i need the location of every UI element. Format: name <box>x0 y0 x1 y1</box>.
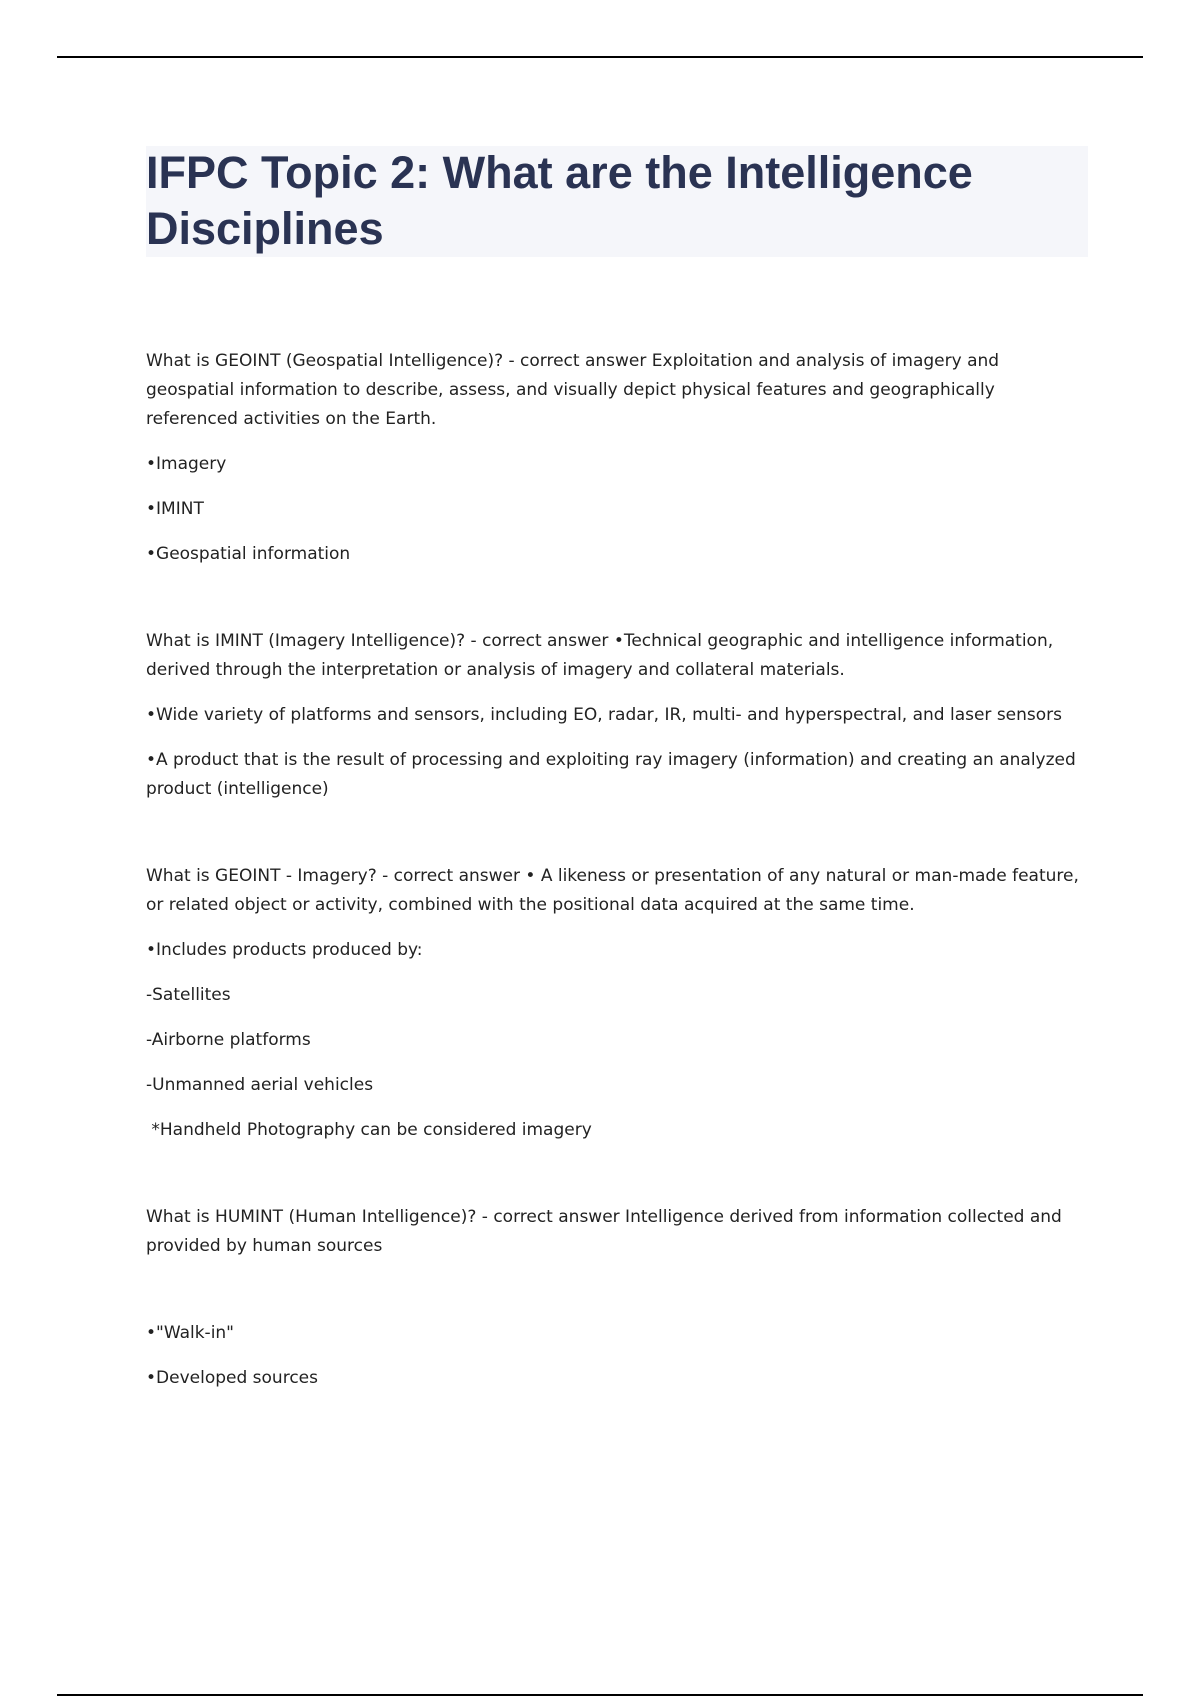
list-item: •A product that is the result of processing and exploiting ray imagery (information) and creating an analyzed product (intelligence) <box>146 750 1076 799</box>
list-item: *Handheld Photography can be considered imagery <box>146 1120 592 1140</box>
list-item: •Wide variety of platforms and sensors, including EO, radar, IR, multi- and hyperspectral, and laser sensors <box>146 705 1063 725</box>
qa-block-geoint-imagery <box>146 862 1091 1145</box>
qa-block-geoint <box>146 347 1091 569</box>
question-text: What is HUMINT (Human Intelligence)? - correct answer Intelligence derived from information collected and provided by human sources <box>146 1207 1062 1256</box>
bottom-rule <box>57 1694 1143 1696</box>
question-text: What is GEOINT - Imagery? - correct answer • A likeness or presentation of any natural or man-made feature, or related object or activity, combined with the positional data acquired at the same time. <box>146 866 1079 915</box>
list-item: -Unmanned aerial vehicles <box>146 1075 374 1095</box>
qa-block-humint <box>146 1203 1091 1393</box>
top-rule <box>57 56 1143 58</box>
document-body <box>146 347 1091 1409</box>
question-text: What is GEOINT (Geospatial Intelligence)? - correct answer Exploitation and analysis of imagery and geospatial information to describe, assess, and visually depict physical features and geographically referenced activities on the Earth. <box>146 351 1000 429</box>
list-item: -Satellites <box>146 985 231 1005</box>
list-item: •Includes products produced by: <box>146 940 423 960</box>
list-item: •"Walk-in" <box>146 1323 235 1343</box>
page-title: IFPC Topic 2: What are the Intelligence Disciplines <box>146 147 973 254</box>
list-item: •Geospatial information <box>146 544 351 564</box>
question-text: What is IMINT (Imagery Intelligence)? - correct answer •Technical geographic and intelligence information, derived through the interpretation or analysis of imagery and collateral materials. <box>146 631 1054 680</box>
qa-block-imint <box>146 627 1091 804</box>
list-item: •IMINT <box>146 499 204 519</box>
list-item: -Airborne platforms <box>146 1030 311 1050</box>
list-item: •Developed sources <box>146 1368 318 1388</box>
list-item: •Imagery <box>146 454 227 474</box>
